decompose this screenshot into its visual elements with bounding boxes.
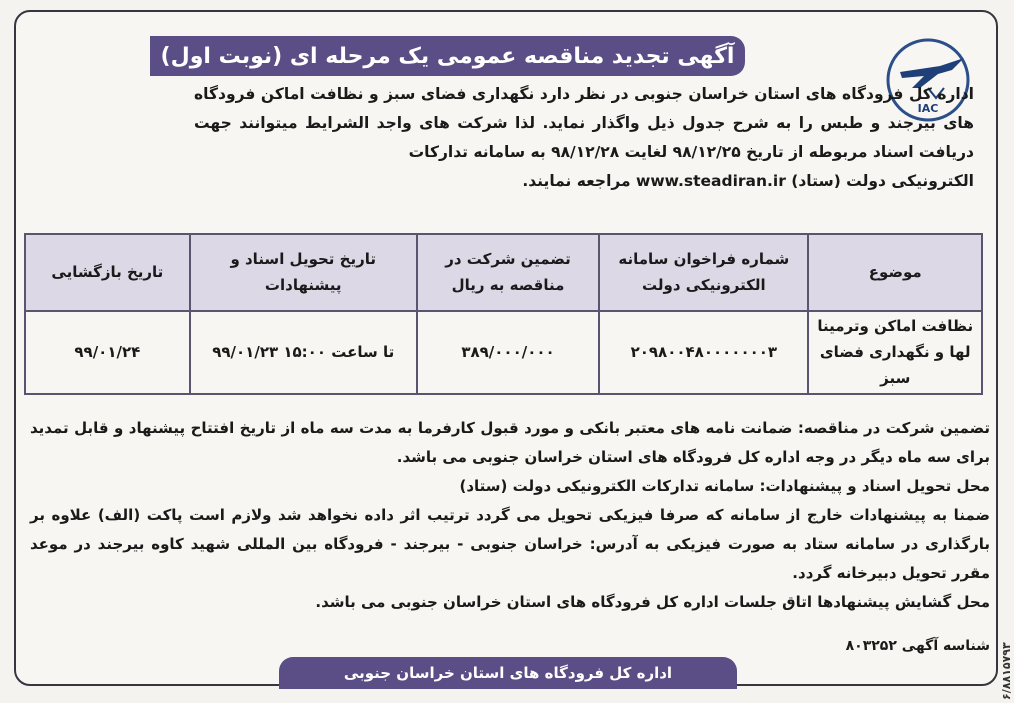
guarantee-paragraph: تضمین شرکت در مناقصه: ضمانت نامه های معتبر بانکی و مورد قبول کارفرما به مدت سه ماه از تاریخ افتتاح پیشنهاد و قابل تمدید برای سه ماه دیگر در وجه اداره کل فرودگاه های استان خراسان جنوبی می باشد. bbox=[30, 419, 990, 466]
cell-call-number: ۲۰۹۸۰۰۴۸۰۰۰۰۰۰۰۳ bbox=[599, 311, 808, 394]
header-call-number: شماره فراخوان سامانه الکترونیکی دولت bbox=[599, 234, 808, 311]
header-subject: موضوع bbox=[808, 234, 982, 311]
intro-line-3: میتوانند جهت دریافت اسناد مربوطه از تاریخ ۹۸/۱۲/۲۵ لغایت ۹۸/۱۲/۲۸ به سامانه تدارکات bbox=[194, 114, 974, 161]
delivery-place-paragraph: محل تحویل اسناد و پیشنهادات: سامانه تدارکات الکترونیکی دولت (ستاد) bbox=[459, 477, 990, 495]
cell-opening-date: ۹۹/۰۱/۲۴ bbox=[25, 311, 190, 394]
intro-line-2: فرودگاه های بیرجند و طبس را به شرح جدول ذیل واگذار نماید. لذا شرکت های واجد الشرایط bbox=[194, 85, 974, 132]
intro-paragraph bbox=[194, 80, 974, 196]
intro-line-4: الکترونیکی دولت (ستاد) www.steadiran.ir مراجعه نمایند. bbox=[522, 172, 974, 190]
side-code: ۶/۸۸۱۵۷۹۳ bbox=[1000, 642, 1013, 700]
cell-subject: نظافت اماکن وترمینا لها و نگهداری فضای سبز bbox=[808, 311, 982, 394]
logo-text: IAC bbox=[917, 102, 939, 115]
header-opening-date: تاریخ بازگشایی bbox=[25, 234, 190, 311]
header-guarantee: تضمین شرکت در مناقصه به ریال bbox=[417, 234, 599, 311]
cell-delivery-date: تا ساعت ۱۵:۰۰ ۹۹/۰۱/۲۳ bbox=[190, 311, 417, 394]
header-delivery-date: تاریخ تحویل اسناد و پیشنهادات bbox=[190, 234, 417, 311]
physical-delivery-paragraph: ضمنا به پیشنهادات خارج از سامانه که صرفا فیزیکی تحویل می گردد ترتیب اثر داده نخواهد شد ولازم است پاکت (الف) علاوه بر بارگذاری در سامانه ستاد به صورت فیزیکی به آدرس: خراسان جنوبی - بیرجند - فرودگاه بین المللی شهید کاوه بیرجند در موعد مقرر تحویل دبیرخانه گردد. bbox=[30, 506, 990, 582]
cell-guarantee: ۳۸۹/۰۰۰/۰۰۰ bbox=[417, 311, 599, 394]
notice-title: آگهی تجدید مناقصه عمومی یک مرحله ای (نوبت اول) bbox=[150, 36, 745, 76]
table-row bbox=[25, 311, 982, 394]
ad-identifier: شناسه آگهی ۸۰۳۲۵۲ bbox=[845, 638, 990, 654]
intro-line-1: اداره کل فرودگاه های استان خراسان جنوبی در نظر دارد نگهداری فضای سبز و نظافت اماکن bbox=[260, 85, 974, 103]
table-header-row bbox=[25, 234, 982, 311]
opening-place-paragraph: محل گشایش پیشنهادها اتاق جلسات اداره کل فرودگاه های استان خراسان جنوبی می باشد. bbox=[315, 593, 990, 611]
footer-publisher: اداره کل فرودگاه های استان خراسان جنوبی bbox=[279, 657, 737, 689]
conditions-text bbox=[30, 414, 990, 617]
tender-table bbox=[24, 233, 983, 395]
